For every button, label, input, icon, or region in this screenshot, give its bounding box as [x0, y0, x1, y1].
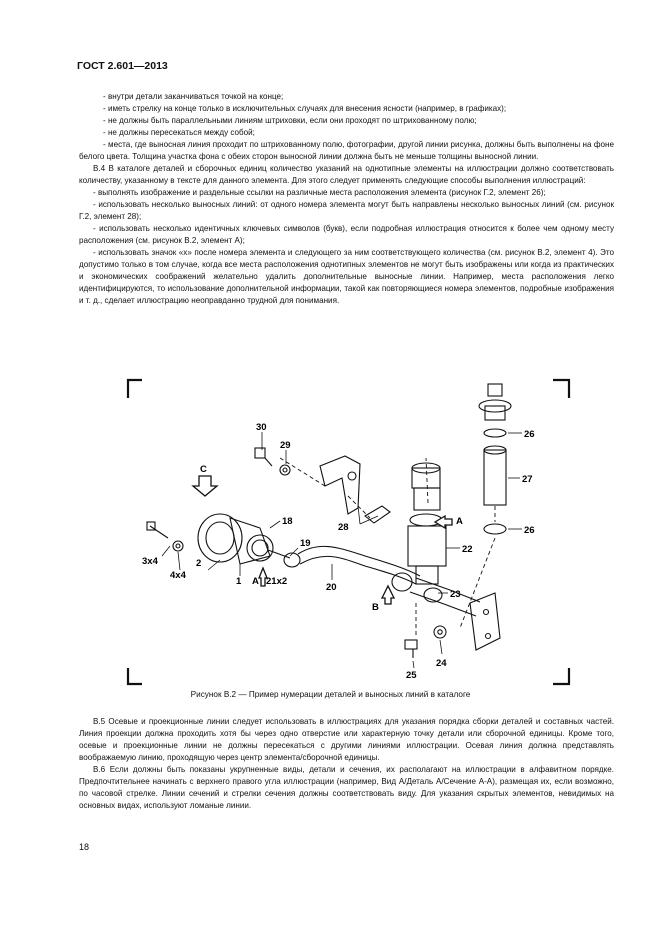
text-block-bottom	[79, 716, 614, 812]
frame-corner	[128, 668, 142, 684]
nut	[392, 573, 412, 591]
leader-28	[358, 506, 378, 524]
paragraph: В.4 В каталоге деталей и сборочных единиц количество указаний на однотипные элементы на иллюстрации должно соответствовать количеству, указанному в тексте для данного элемента. Для этого следует применять следующие способы выполнения иллюстраций:	[79, 164, 614, 185]
paragraph: - использовать значок «х» после номера элемента и следующего за ним соответствующего количества (см. рисунок В.2, элемент 4). Это допустимо только в том случае, когда все места расположения однотипных элементов не могут быть изображены или когда из практических и экономических соображений желательно удалить дополнительные выносные линии. Например, места расположения легко идентифицируются, то использование дополнительной информации, такой как повторяющиеся номера элементов, подробные изображения и т. д., сделает иллюстрацию неоправданно трудной для понимания.	[79, 248, 614, 305]
label-4x4: 4x4	[170, 570, 186, 581]
label-21x2: 21x2	[266, 576, 288, 587]
paragraph: - места, где выносная линия проходит по штрихованному полю, фотографии, другой линии рисунка, должны быть выполнены на фоне белого цвета. Толщина участка фона с обеих сторон выносной линии должна быть не меньше толщины выносной линии.	[79, 140, 614, 161]
paragraph: - иметь стрелку на конце только в исключительных случаях для внесения ясности (например, в графиках);	[103, 104, 507, 113]
leader-3	[162, 546, 170, 556]
text-block-top	[79, 91, 614, 307]
label-22: 22	[462, 544, 473, 555]
bolt	[150, 526, 168, 538]
label-c: C	[200, 464, 207, 475]
paragraph: - внутри детали заканчиваться точкой на конце;	[103, 92, 284, 101]
paragraph: В.5 Осевые и проекционные линии следует использовать в иллюстрациях для указания порядка сборки деталей и составных частей. Линия проекции должна проходить хотя бы через одно отверстие или характерную точку детали или сборочной единицы. Кроме того, осевые и проекционные линии не должны пересекаться с другими линиями иллюстрации. Осевая линия должна представлять воображаемую линию, проходящую через центр элемента/сборочной единицы.	[79, 717, 614, 762]
o-ring	[484, 429, 506, 437]
label-29: 29	[280, 440, 291, 451]
hose	[298, 546, 420, 576]
sleeve	[484, 450, 506, 505]
page-number: 18	[79, 842, 90, 852]
top-fitting	[488, 384, 502, 396]
paragraph: - не должны пересекаться между собой;	[103, 128, 255, 137]
paragraph: В.6 Если должны быть показаны укрупненные виды, детали и сечения, их располагают на иллюстрации в алфавитном порядке. Предпочтительнее начинать с верхнего правого угла иллюстрации (например, Вид А/Деталь А/Сечение А-А), размещая их, если возможно, по часовой стрелке. Линии сечений и стрелки сечения должны соответствовать виду. Для указания скрытых элементов, невидимых на основных видах, используют ломаные линии.	[79, 765, 614, 810]
frame-corner	[128, 380, 142, 398]
valve-body	[408, 526, 446, 566]
label-30: 30	[256, 422, 267, 433]
fitting-19	[284, 553, 300, 567]
label-24: 24	[436, 658, 447, 669]
label-3x4: 3x4	[142, 556, 158, 567]
paragraph: - использовать несколько идентичных ключевых символов (букв), если подробная иллюстрация относится к более чем одному месту расположения (см. рисунок В.2, элемент А);	[79, 224, 614, 245]
bolt-25	[405, 640, 417, 649]
document-header: ГОСТ 2.601—2013	[77, 60, 168, 72]
washer-29	[280, 465, 290, 475]
label-25: 25	[406, 670, 417, 681]
label-20: 20	[326, 582, 337, 593]
frame-corner	[553, 668, 569, 684]
bracket	[320, 456, 360, 514]
label-1: 1	[236, 576, 242, 587]
label-23: 23	[450, 589, 461, 600]
bracket-23	[470, 593, 500, 650]
view-arrow-c	[193, 476, 217, 496]
washer	[173, 541, 183, 551]
frame-corner	[553, 380, 569, 398]
leader-24	[440, 640, 442, 654]
view-arrow-b	[382, 586, 394, 604]
leader-25	[413, 661, 414, 668]
label-b: B	[372, 602, 379, 613]
figure-b2	[120, 378, 575, 686]
paragraph: - использовать несколько выносных линий: от одного номера элемента могут быть направлены несколько выносных линий (см. рисунок Г.2, элемент 28);	[79, 200, 614, 221]
label-28: 28	[338, 522, 349, 533]
bolt-30	[255, 448, 265, 458]
label-26-top: 26	[524, 429, 535, 440]
label-19: 19	[300, 538, 311, 549]
paragraph: - не должны быть параллельными линиям штриховки, если они проходят по штрихованному полю;	[103, 116, 477, 125]
label-2: 2	[196, 558, 202, 569]
leader-18	[270, 521, 280, 528]
cap-c	[198, 514, 242, 562]
label-26-bottom: 26	[524, 525, 535, 536]
o-ring	[484, 524, 506, 534]
label-a-left: A	[252, 576, 259, 587]
washer-24	[434, 626, 446, 638]
leader-4	[178, 552, 180, 570]
label-a-right: A	[456, 516, 463, 527]
parts-catalog-illustration	[120, 378, 575, 686]
label-18: 18	[282, 516, 293, 527]
figure-caption: Рисунок В.2 — Пример нумерации деталей и выносных линий в каталоге	[190, 690, 471, 699]
label-27: 27	[522, 474, 533, 485]
paragraph: - выполнять изображение и раздельные ссылки на различные места расположения элемента (рисунок Г.2, элемент 26);	[93, 188, 546, 197]
